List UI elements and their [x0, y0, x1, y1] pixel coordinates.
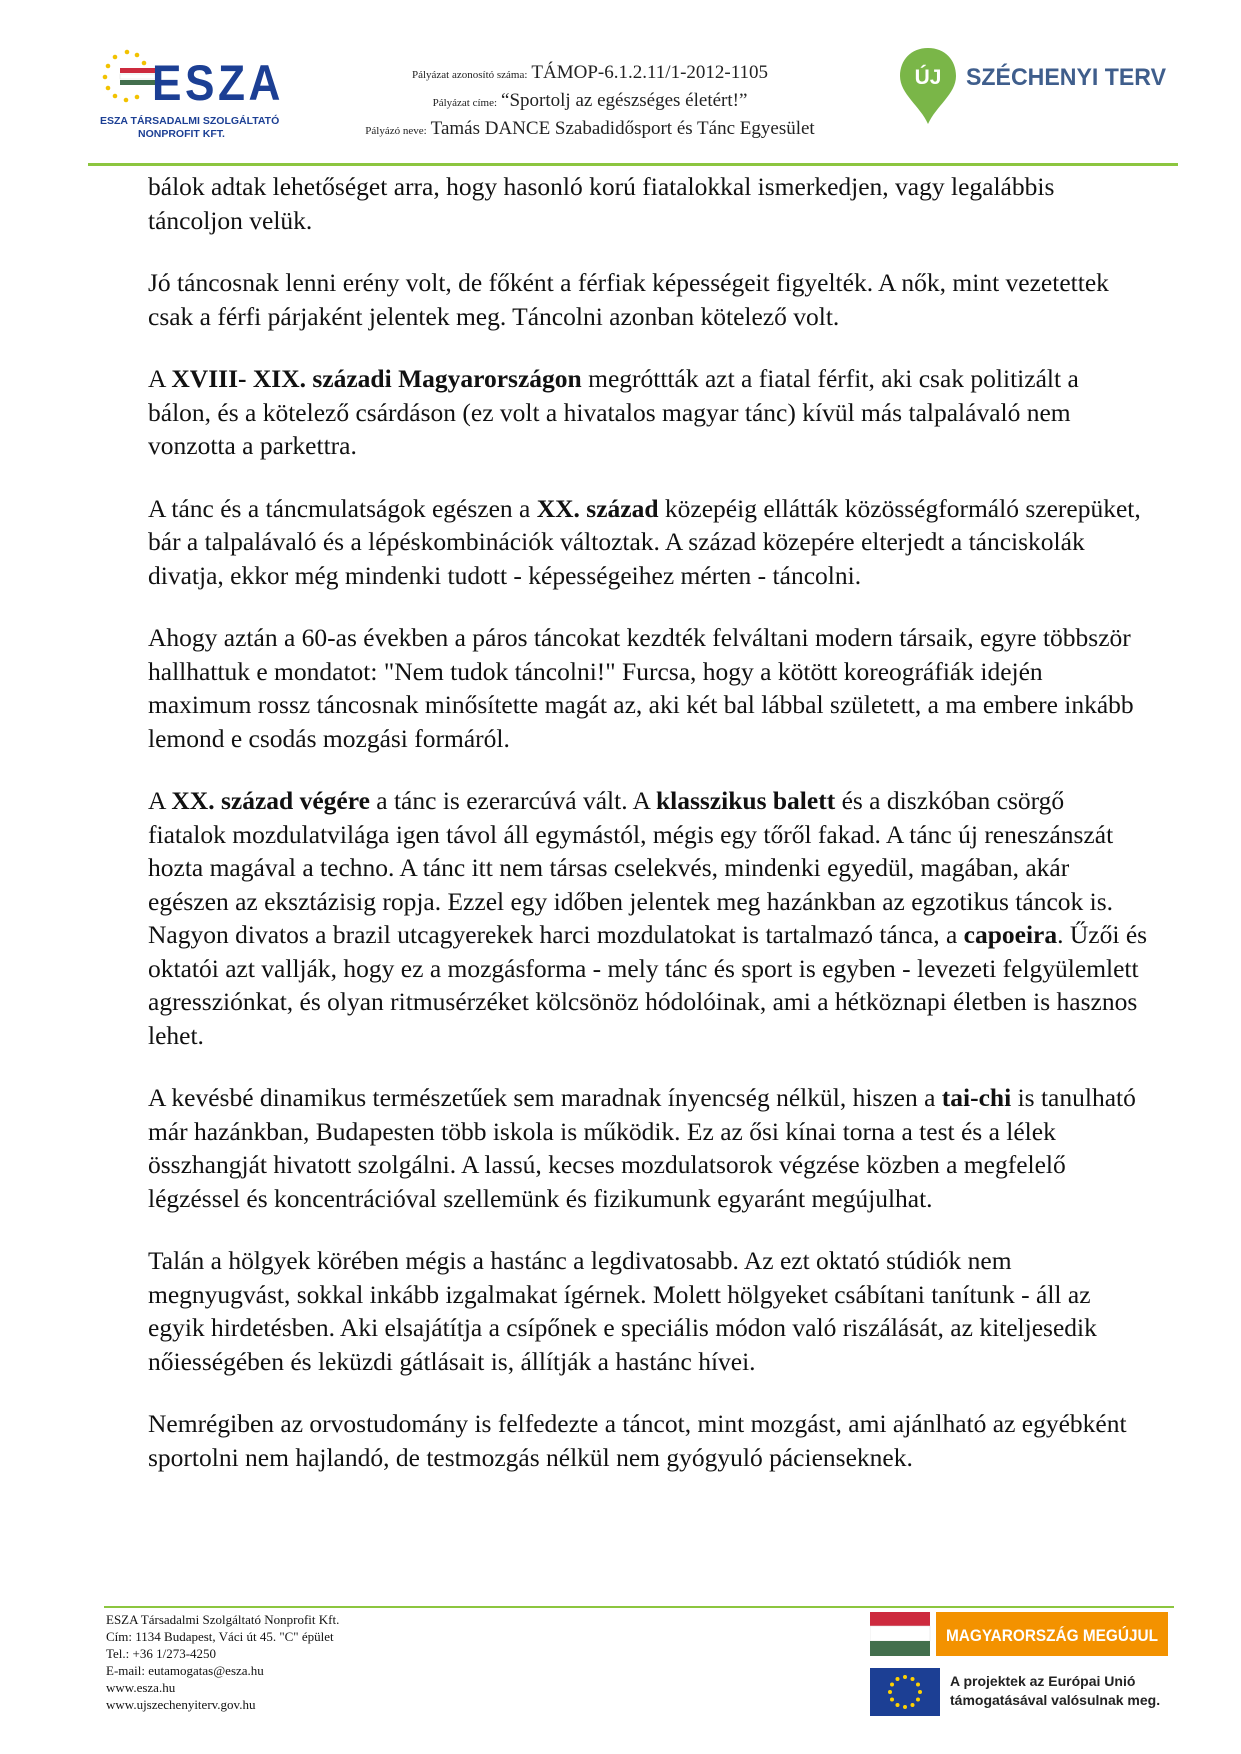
eu-star: [916, 1698, 920, 1702]
magyarorszag-megujul-text: MAGYARORSZÁG MEGÚJUL: [946, 1626, 1158, 1645]
header-divider: [88, 163, 1178, 166]
eu-support-line-2: támogatásával valósulnak meg.: [950, 1692, 1161, 1708]
text-run: A: [148, 786, 172, 815]
paragraph: [148, 621, 1148, 755]
project-id: TÁMOP-6.1.2.11/1-2012-1105: [531, 62, 769, 83]
bold-text: tai-chi: [941, 1083, 1012, 1112]
project-title-label: Pályázat címe:: [432, 97, 498, 109]
project-title: “Sportolj az egészséges életért!”: [501, 90, 748, 111]
text-run: Nemrégiben az orvostudomány is felfedezte a táncot, mint mozgást, ami ajánlható az egyébként sportolni nem hajlandó, de testmozgás nélkül nem gyógyuló pácienseknek.: [148, 1409, 1127, 1472]
eu-star: [888, 1690, 892, 1694]
footer-email: E-mail: eutamogatas@esza.hu: [106, 1663, 264, 1678]
text-run: a tánc is ezerarcúvá vált. A: [369, 786, 656, 815]
eu-star: [916, 1683, 920, 1687]
footer-divider: [104, 1606, 1174, 1608]
footer-address: Cím: 1134 Budapest, Váci út 45. "C" épület: [106, 1629, 334, 1644]
project-title-line: [330, 88, 850, 116]
eu-support-logo: [870, 1668, 1180, 1716]
eu-support-line-1: A projektek az Európai Unió: [950, 1673, 1136, 1689]
bold-text: XX. század: [536, 493, 659, 523]
eu-star: [896, 1677, 900, 1681]
eu-star: [911, 1703, 915, 1707]
uj-szechenyi-terv-logo: [898, 48, 1178, 128]
project-id-label: Pályázat azonosító száma:: [411, 69, 528, 81]
text-run: Jó táncosnak lenni erény volt, de főként a férfiak képességeit figyelték. A nők, mint vezetettek csak a férfi párjaként jelentek meg. Táncolni azonban kötelező volt.: [148, 268, 1109, 331]
paragraph: [148, 1244, 1148, 1378]
footer-contact: [106, 1611, 526, 1713]
project-id-line: [330, 60, 850, 88]
eu-stars-and-hungarian-flag-icon: [100, 48, 290, 148]
footer-org: ESZA Társadalmi Szolgáltató Nonprofit Kft.: [106, 1612, 340, 1627]
eu-star: [911, 1677, 915, 1681]
text-run: . Űzői és oktatói azt vallják, hogy ez a mozgásforma - mely tánc és sport is egyben - levezeti felgyülemlett agressziónkat, és olyan ritmusérzéket kölcsönöz hódolóinak, ami a hétköznapi életben is hasznos lehet.: [148, 920, 1148, 1050]
text-run: is tanulható már hazánkban, Budapesten több iskola is működik. Ez az ősi kínai torna a test és a lélek összhangját hivatott szolgálni. A lassú, kecses mozdulatsorok végzése közben a megfelelő légzéssel és koncentrációval szellemünk és fizikumunk egyaránt megújulhat.: [148, 1083, 1136, 1213]
text-run: közepéig ellátták közösségformáló szerepüket, bár a talpalávaló és a lépéskombinációk változtak. A század közepére elterjedt a tánciskolák divatja, ekkor még mindenki tudott - képességeihez mérten - táncolni.: [148, 493, 1141, 590]
applicant-line: [330, 116, 850, 144]
bold-text: capoeira: [963, 920, 1058, 949]
eu-star: [890, 1698, 894, 1702]
project-info: [330, 60, 850, 144]
esza-subtitle-2: NONPROFIT KFT.: [138, 128, 225, 140]
paragraph: [148, 362, 1148, 463]
footer-phone: Tel.: +36 1/273-4250: [106, 1646, 217, 1661]
footer-web-esza: www.esza.hu: [106, 1680, 176, 1695]
eu-star: [903, 1675, 907, 1679]
eu-star: [918, 1690, 922, 1694]
text-run: bálok adtak lehetőséget arra, hogy hasonló korú fiatalokkal ismerkedjen, vagy legalábbis táncoljon velük.: [148, 172, 1055, 235]
bold-text: XVIII- XIX. századi Magyarországon: [171, 364, 582, 393]
text-run: Ahogy aztán a 60-as években a páros táncokat kezdték felváltani modern társaik, egyre többször hallhattuk e mondatot: "Nem tudok táncolni!" Furcsa, hogy a kötött koreográfiák idején maximum rossz táncosnak minősítette magát az, aki két bal lábbal született, a ma embere inkább lemond e csodás mozgási formáról.: [148, 623, 1134, 753]
esza-logo: [100, 48, 290, 148]
paragraph: [148, 170, 1148, 237]
applicant-label: Pályázó neve:: [365, 125, 427, 137]
text-run: A: [148, 364, 172, 393]
paragraph: [148, 492, 1148, 593]
magyarorszag-megujul-logo: [870, 1612, 1170, 1656]
paragraph: [148, 784, 1148, 1052]
paragraph: [148, 266, 1148, 333]
eu-star: [896, 1703, 900, 1707]
eu-star: [890, 1683, 894, 1687]
paragraph: [148, 1407, 1148, 1474]
eu-support-text: [950, 1672, 1182, 1710]
text-run: A kevésbé dinamikus természetűek sem maradnak ínyencség nélkül, hiszen a: [148, 1083, 942, 1112]
text-run: A tánc és a táncmulatságok egészen a: [148, 493, 537, 523]
footer-web-szechenyi: www.ujszechenyiterv.gov.hu: [106, 1697, 256, 1712]
text-run: és a diszkóban csörgő fiatalok mozdulatvilága igen távol áll egymástól, mégis egy tőről fakad. A tánc új reneszánszát hozta magával a techno. A tánc itt nem társas cselekvés, mindenki egyedül, magában, akár egészen az eksztázisig ropja. Ezzel egy időben jelentek meg hazánkban az egzotikus táncok is. Nagyon divatos a brazil utcagyerekek harci mozdulatokat is tartalmazó tánca, a: [148, 786, 1114, 949]
applicant-name: Tamás DANCE Szabadidősport és Tánc Egyesület: [430, 118, 815, 139]
eu-flag-icon: [870, 1668, 940, 1716]
map-pin-icon: [898, 48, 1178, 128]
text-run: Talán a hölgyek körében mégis a hastánc a legdivatosabb. Az ezt oktató stúdiók nem megnyugvást, sokkal inkább izgalmakat ígérnek. Molett hölgyeket csábítani tanítunk - áll az egyik hirdetésben. Aki elsajátítja a csípőnek e speciális módon való riszálását, az kiteljesedik nőiességében és leküzdi gátlásait is, állítják a hastánc hívei.: [148, 1246, 1097, 1376]
bold-text: XX. század végére: [171, 786, 370, 815]
esza-wordmark: ESZA: [152, 55, 284, 111]
esza-subtitle-1: ESZA TÁRSADALMI SZOLGÁLTATÓ: [100, 115, 280, 127]
eu-star: [903, 1705, 907, 1709]
text-run: megróttták azt a fiatal férfit, aki csak politizált a bálon, és a kötelező csárdáson (ez volt a hivatalos magyar tánc) kívül más talpalávaló nem vonzotta a parkettra.: [148, 364, 1079, 460]
hungarian-flag-icon: [870, 1612, 1170, 1656]
uj-badge-text: ÚJ: [914, 66, 942, 89]
szechenyi-terv-text: SZÉCHENYI TERV: [966, 64, 1174, 91]
bold-text: klasszikus balett: [655, 786, 836, 815]
article-body: [148, 170, 1148, 1503]
paragraph: [148, 1081, 1148, 1215]
